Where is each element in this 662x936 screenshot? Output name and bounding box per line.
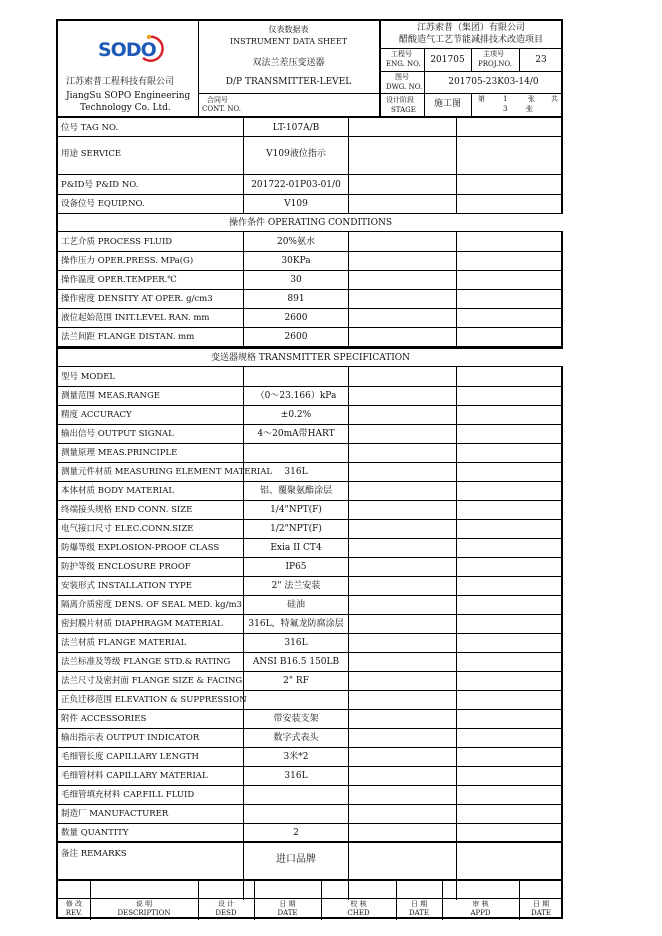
row-label: 法兰材质 FLANGE MATERIAL [61, 638, 187, 648]
row-label: 数量 QUANTITY [61, 828, 129, 838]
row-label: 用途 SERVICE [61, 149, 122, 159]
operating-section-title: 操作条件 OPERATING CONDITIONS [228, 218, 393, 228]
row-value: 30KPa [281, 256, 311, 266]
row-value: 带安装支架 [273, 714, 319, 724]
row-label: 密封膜片材质 DIAPHRAGM MATERIAL [61, 619, 223, 629]
project-name: 醋酸造气工艺节能减排技术改造项目 [398, 35, 543, 45]
company-name-en-1: JiangSu SOPO Engineering [66, 91, 191, 101]
row-label: 液位起始范围 INIT.LEVEL RAN. mm [61, 313, 210, 323]
row-label: 电气接口尺寸 ELEC.CONN.SIZE [61, 524, 194, 534]
transmitter-section-title: 变送器规格 TRANSMITTER SPECIFICATION [210, 353, 411, 363]
sopo-logo [96, 31, 168, 65]
client-name: 江苏索普（集团）有限公司 [416, 23, 525, 33]
document-title-cn: 仪表数据表 [268, 25, 309, 34]
row-label: 输出指示表 OUTPUT INDICATOR [61, 733, 200, 743]
row-value: 316L，特氟龙防腐涂层 [248, 619, 344, 629]
row-value: 硅油 [286, 600, 305, 610]
footer-label-en: DATE [408, 909, 430, 917]
contract-no-label-en: CONT. NO. [202, 105, 241, 113]
footer-label-en: APPD [470, 909, 491, 917]
row-label: 操作压力 OPER.PRESS. MPa(G) [61, 256, 194, 266]
row-value: 2 [293, 828, 299, 838]
row-label: 法兰间距 FLANGE DISTAN. mm [61, 332, 195, 342]
eng-no-label-cn: 工程号 [391, 50, 412, 58]
footer-label-en: DESCRIPTION [117, 909, 171, 917]
footer-label-cn: 校 核 [350, 900, 367, 908]
row-label: 工艺介质 PROCESS FLUID [61, 237, 173, 247]
company-name-cn: 江苏索普工程科技有限公司 [66, 77, 175, 87]
dwg-no-value: 201705-23K03-14/0 [448, 77, 539, 87]
row-value: ANSI B16.5 150LB [252, 657, 340, 667]
row-label: 型号 MODEL [61, 372, 116, 382]
row-value: V109液位指示 [266, 149, 326, 159]
row-label: 测量原理 MEAS.PRINCIPLE [61, 448, 178, 458]
row-value: 1/4"NPT(F) [270, 505, 322, 515]
instrument-type-cn: 双法兰差压变送器 [252, 58, 325, 68]
sheet-label-zhang-2: 张 [526, 105, 533, 113]
row-label: 测量范围 MEAS.RANGE [61, 391, 160, 401]
footer-label-en: REV. [65, 909, 83, 917]
row-value: 891 [287, 294, 305, 304]
stage-label-cn: 设计阶段 [386, 96, 414, 104]
footer-label-en: DESD [215, 909, 237, 917]
row-label: 制造厂 MANUFACTURER [61, 809, 169, 819]
eng-no-value: 201705 [430, 55, 465, 65]
row-value: 3米*2 [283, 752, 309, 762]
sheet-label-di: 第 [478, 95, 485, 103]
row-label: 法兰标准及等级 FLANGE STD.& RATING [61, 657, 231, 667]
row-value: ±0.2% [280, 410, 312, 420]
row-value: 316L [284, 771, 308, 781]
row-value: 30 [290, 275, 302, 285]
row-value: 201722-01P03-01/0 [251, 180, 341, 190]
row-label: 测量元件材质 MEASURING ELEMENT MATERIAL [61, 467, 272, 477]
row-label: 安装形式 INSTALLATION TYPE [61, 581, 192, 591]
row-value: Exia II CT4 [270, 543, 322, 553]
row-label: 精度 ACCURACY [61, 410, 132, 420]
footer-label-cn: 说 明 [135, 900, 153, 908]
footer-label-cn: 修 改 [65, 900, 83, 908]
row-label: 附件 ACCESSORIES [61, 714, 147, 724]
row-value: 2600 [284, 313, 308, 323]
row-value: 2600 [284, 332, 308, 342]
footer-label-en: DATE [277, 909, 298, 917]
row-label: P&ID号 P&ID NO. [61, 180, 139, 190]
stage-label-en: STAGE [391, 106, 416, 114]
row-label: 位号 TAG NO. [61, 123, 119, 133]
sheet-number: 1 [503, 95, 508, 103]
row-label: 正负迁移范围 ELEVATION & SUPPRESSION [61, 695, 247, 705]
row-label: 毛细管填充材料 CAP.FILL FLUID [61, 790, 195, 800]
instrument-type-en: D/P TRANSMITTER-LEVEL [225, 77, 352, 87]
row-value: 316L [284, 638, 308, 648]
row-label: 法兰尺寸及密封面 FLANGE SIZE & FACING [61, 676, 243, 686]
instrument-data-sheet [56, 19, 563, 919]
row-label: 设备位号 EQUIP.NO. [61, 199, 145, 209]
proj-no-value: 23 [535, 55, 547, 65]
row-value: 316L [284, 467, 308, 477]
sheet-label-zhang-1: 张 [528, 95, 535, 103]
row-label: 本体材质 BODY MATERIAL [61, 486, 174, 496]
row-value: 20%氨水 [276, 237, 315, 247]
footer-label-cn: 日 期 [532, 900, 550, 908]
footer-label-cn: 日 期 [410, 900, 428, 908]
footer-label-en: CHED [347, 909, 370, 917]
footer-label-cn: 日 期 [279, 900, 296, 908]
row-label: 隔离介质密度 DENS. OF SEAL MED. kg/m3 [61, 600, 242, 610]
row-label: 终端接头规格 END CONN. SIZE [61, 505, 193, 515]
footer-label-en: DATE [530, 909, 552, 917]
row-label: 防爆等级 EXPLOSION-PROOF CLASS [61, 543, 220, 553]
row-value: IP65 [285, 562, 307, 572]
footer-label-cn: 审 核 [472, 900, 489, 908]
row-label: 操作密度 DENSITY AT OPER. g/cm3 [61, 294, 213, 304]
proj-no-label-cn: 主项号 [483, 50, 504, 58]
dwg-no-label-cn: 图号 [395, 73, 409, 81]
operating-section-header [58, 213, 563, 232]
logo-text: SODO [98, 39, 156, 61]
row-label: 操作温度 OPER.TEMPER.℃ [61, 275, 177, 285]
row-value: LT-107A/B [272, 123, 320, 133]
row-value: 4～20mA带HART [257, 429, 335, 439]
row-value: （0～23.166）kPa [255, 391, 337, 401]
row-label: 防护等级 ENCLOSURE PROOF [61, 562, 191, 572]
sheet-total: 3 [503, 105, 508, 113]
eng-no-label-en: ENG. NO. [386, 60, 421, 68]
row-value: 数字式表头 [273, 733, 319, 743]
proj-no-label-en: PROJ.NO. [478, 60, 512, 68]
company-name-en-2: Technology Co. Ltd. [80, 103, 171, 113]
transmitter-section-header [58, 347, 563, 367]
row-label: 毛细管材料 CAPILLARY MATERIAL [61, 771, 208, 781]
row-value: 1/2"NPT(F) [270, 524, 322, 534]
remarks-label: 备注 REMARKS [61, 849, 127, 859]
contract-no-label-cn: 合同号 [207, 96, 228, 104]
row-value: 2" RF [283, 676, 309, 686]
document-title-en: INSTRUMENT DATA SHEET [229, 37, 348, 46]
row-value: V109 [284, 199, 308, 209]
row-value: 2" 法兰安装 [271, 581, 321, 591]
dwg-no-label-en: DWG. NO. [386, 83, 423, 91]
sheet-label-gong: 共 [551, 95, 558, 103]
footer-label-cn: 设 计 [217, 900, 235, 908]
row-label: 输出信号 OUTPUT SIGNAL [61, 429, 174, 439]
row-value: 铝、覆聚氨酯涂层 [259, 486, 332, 496]
remarks-value: 进口品牌 [276, 854, 316, 865]
row-label: 毛细管长度 CAPILLARY LENGTH [61, 752, 199, 762]
stage-value: 施工图 [433, 99, 461, 109]
